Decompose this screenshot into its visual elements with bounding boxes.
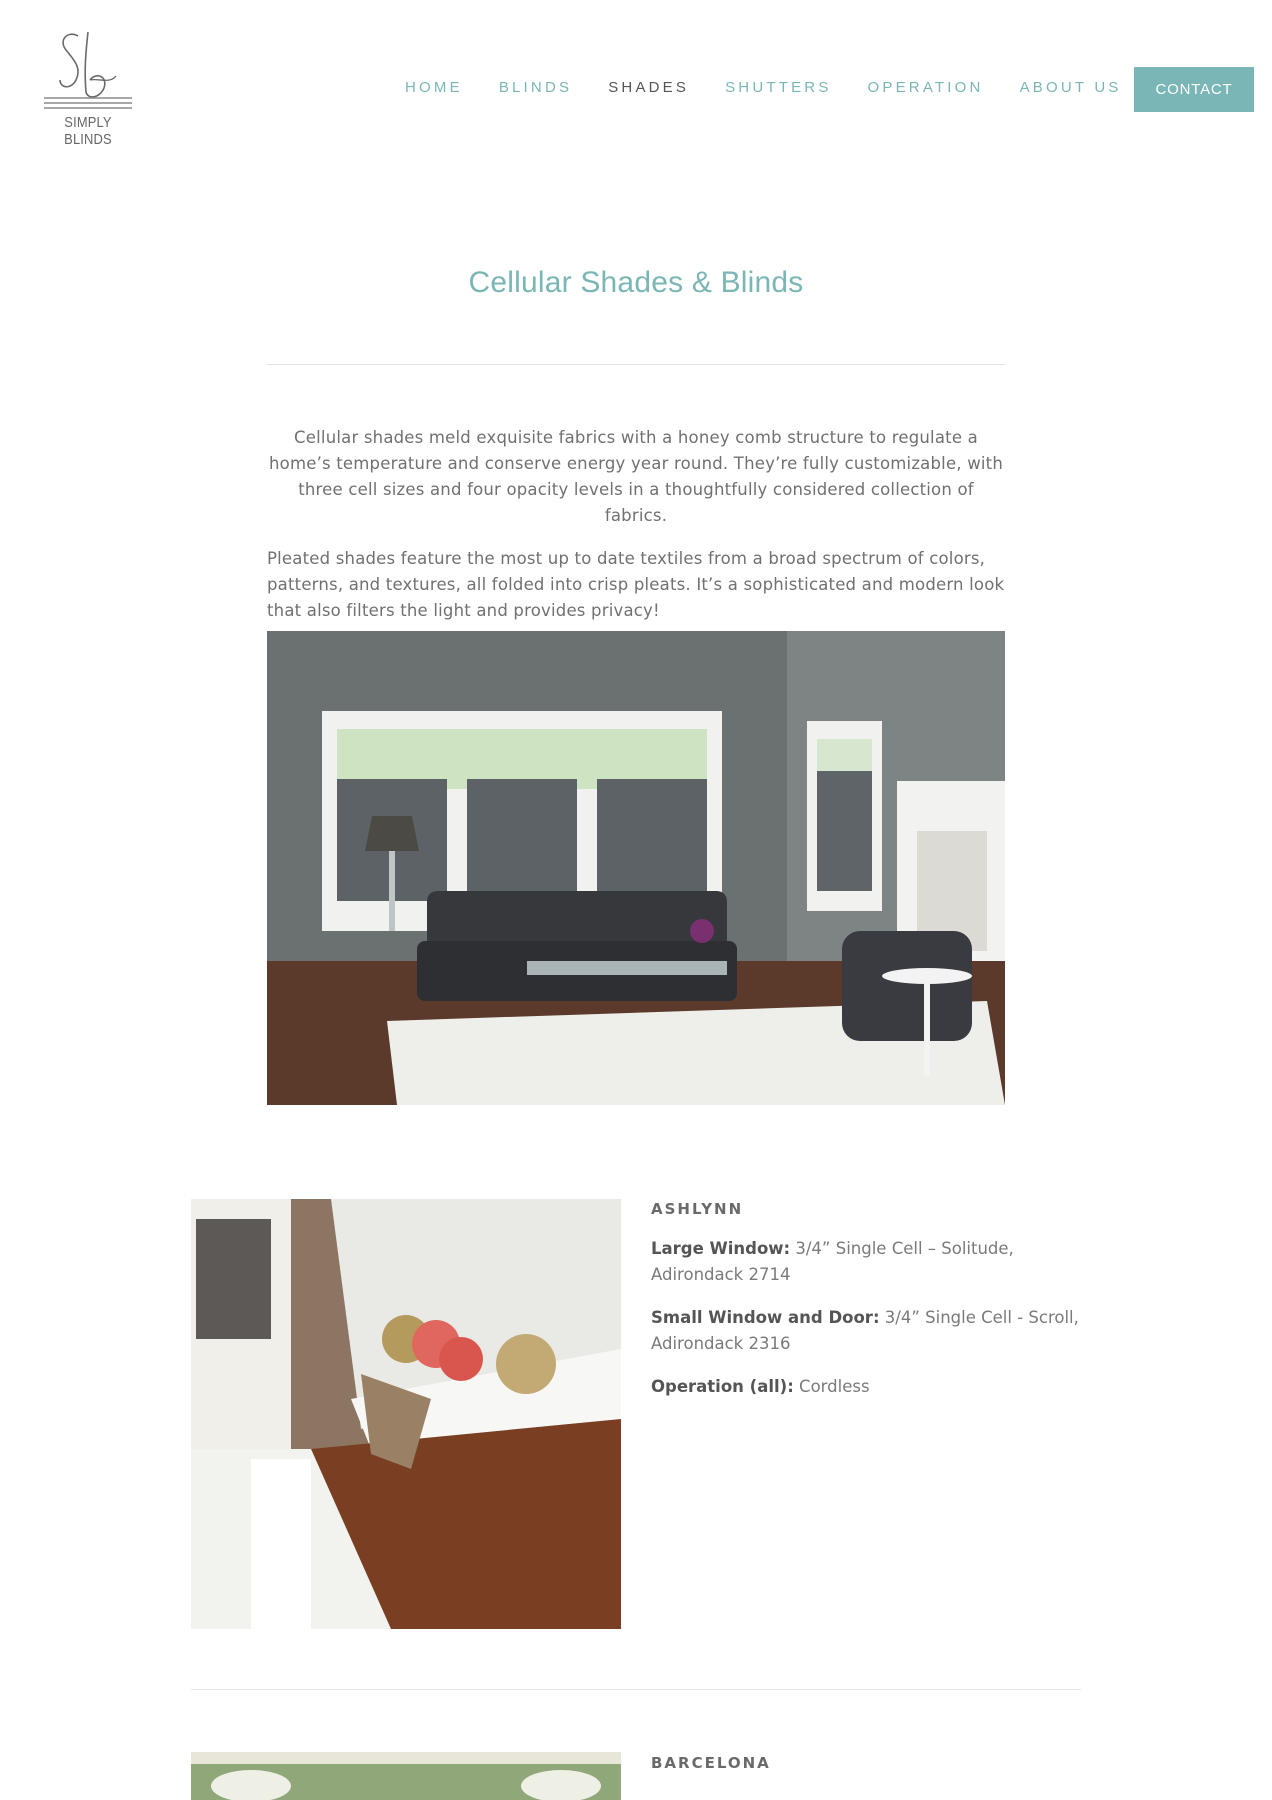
reading-nook-photo-icon	[191, 1199, 621, 1629]
barcelona-room-photo-icon	[191, 1752, 621, 1800]
page-title: Cellular Shades & Blinds	[468, 266, 804, 299]
product-image-ashlynn	[191, 1199, 621, 1629]
nav-operation[interactable]: OPERATION	[867, 79, 984, 96]
hero-image	[267, 631, 1005, 1105]
divider	[191, 1689, 1081, 1690]
divider	[267, 364, 1005, 365]
spec-value: Cordless	[799, 1377, 870, 1396]
nav-home[interactable]: HOME	[405, 79, 463, 96]
product-name-barcelona: BARCELONA	[651, 1754, 771, 1772]
intro-paragraph-1: Cellular shades meld exquisite fabrics with a honey comb structure to regulate a home’s temperature and conserve energy year round. They’re fully customizable, with three cell sizes and four opacity levels in a thoughtfully considered collection of fabrics.	[269, 428, 1003, 525]
spec-label: Large Window:	[651, 1239, 791, 1258]
nav-blinds[interactable]: BLINDS	[498, 79, 573, 96]
product-image-barcelona	[191, 1752, 621, 1800]
product-name-ashlynn: ASHLYNN	[651, 1200, 744, 1218]
spec-large-window	[651, 1236, 1081, 1288]
simply-blinds-logo[interactable]	[38, 30, 138, 148]
logo-text: SIMPLY BLINDS	[64, 114, 112, 148]
spec-label: Small Window and Door:	[651, 1308, 880, 1327]
intro-text	[267, 425, 1005, 624]
logo-mark-icon	[38, 30, 138, 114]
spec-small-window-door	[651, 1305, 1081, 1357]
nav-shades[interactable]: SHADES	[608, 79, 690, 96]
main-nav	[405, 79, 1158, 96]
contact-button[interactable]: CONTACT	[1134, 67, 1254, 112]
living-room-photo-icon	[267, 631, 1005, 1105]
spec-value: 3/4” Single Cell - Scroll, Adirondack 2316	[651, 1308, 1079, 1353]
nav-shutters[interactable]: SHUTTERS	[725, 79, 832, 96]
spec-value: 3/4” Single Cell – Solitude, Adirondack 2714	[651, 1239, 1014, 1284]
spec-operation	[651, 1374, 1081, 1400]
intro-paragraph-2: Pleated shades feature the most up to date textiles from a broad spectrum of colors, patterns, and textures, all folded into crisp pleats. It’s a sophisticated and modern look that also filters the light and provides privacy!	[267, 549, 1005, 620]
spec-label: Operation (all):	[651, 1377, 794, 1396]
nav-about-us[interactable]: ABOUT US	[1019, 79, 1122, 96]
